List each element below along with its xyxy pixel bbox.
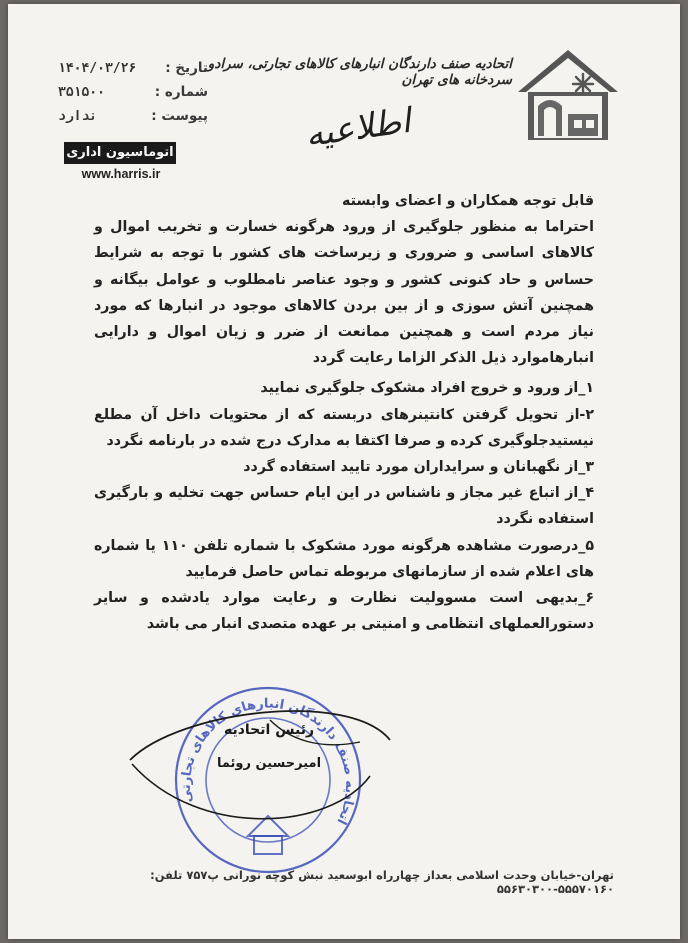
date-row [58,56,208,80]
main-paragraph: احتراما به منظور جلوگیری از ورود هرگونه خسارت و تخریب اموال و کالاهای اساسی و ضروری و زیرساخت های کشور با توجه به شرایط حساس و حاد کنونی کشور و وجود عناصر نامطلوب و عوامل بیگانه و همچنین آتش سوزی و از بین بردن کالاهای موجود در انبارها که مورد نیاز مردم است و همچنین ممانعت از ضرر و زیان اموال و دارایی انبارهاموارد ذیل الذکر الزاما رعایت گردد [94,219,594,367]
ad-url: www.harris.ir [81,167,161,181]
list-item: ۱_از ورود و خروج افراد مشکوک جلوگیری نمایید [260,380,594,397]
ad-banner: اتوماسیون اداری [64,142,176,164]
letter-meta [58,56,208,128]
date-value: ۱۴۰۴/۰۳/۲۶ [58,60,137,76]
date-label: تاریخ : [165,60,208,76]
list-item: ۳_از نگهبانان و سرایداران مورد تایید استفاده گردد [243,459,594,476]
salutation: قابل توجه همکاران و اعضای وابسته [342,193,594,209]
page-title: اطلاعیه [302,100,414,156]
list-item: ۴_از اتباع غیر مجاز و ناشناس در این ایام حساس جهت تخلیه و بارگیری استفاده نگردد [94,485,594,528]
letter-body [94,188,594,637]
attachment-value: ندارد [58,108,98,124]
signatory-title: رئیس اتحادیه [223,722,315,738]
list-item: ۶_بدیهی است مسوولیت نظارت و رعایت موارد یادشده و سایر دستورالعملهای انتظامی و امنیتی بر عهده متصدی انبار می باشد [94,590,594,633]
union-name: اتحادیه صنف دارندگان انبارهای کالاهای تجارتی، سرادو سردخانه های تهران [207,56,512,88]
official-stamp-icon [120,680,416,876]
signatory-name: امیرحسین روئما [216,756,322,771]
list-item: ۵_درصورت مشاهده هرگونه مورد مشکوک با شماره تلفن ۱۱۰ یا شماره های اعلام شده از سازمانهای مربوطه تماس حاصل فرمایید [94,537,595,580]
stamp-text: اتحادیه صنف دارندگان انبارهای کالاهای تجارتی [178,696,358,827]
list-item: ۲-از تحویل گرفتن کانتینرهای دربسته که از محتویات داخل آن مطلع نیستیدجلوگیری کرده و صرفا اکتفا به مدارک درج شده در بارنامه نگردد [94,406,594,449]
letter-page [8,4,680,939]
attachment-label: پیوست : [151,108,208,124]
number-label: شماره : [154,84,208,100]
union-logo-icon [514,44,622,144]
attachment-row [58,104,208,128]
number-row [58,80,208,104]
footer-address: تهران-خیابان وحدت اسلامی بعداز چهارراه ابوسعید نبش کوچه نورانی پ۷۵۷ تلفن: ۵۵۵۷۰۱۶۰-۵۵۶۳۰۳۰۰ [150,868,614,896]
instruction-list [94,375,594,637]
number-value: ۳۵۱۵۰۰ [58,84,105,100]
